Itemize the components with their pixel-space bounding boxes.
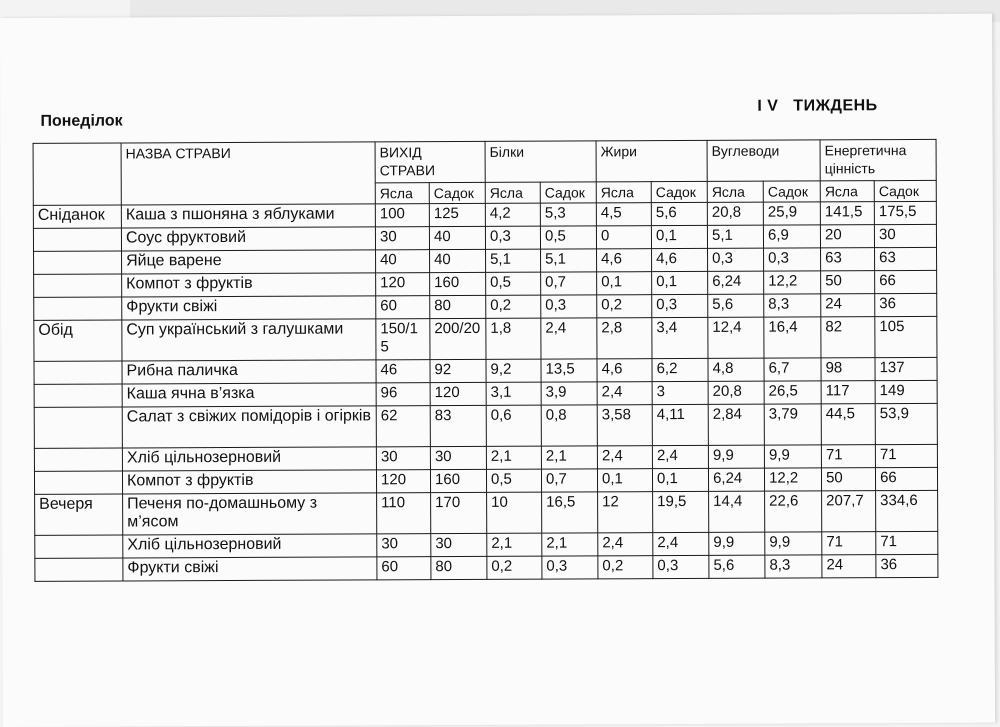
value-cell: 207,7	[822, 491, 876, 532]
value-cell: 30	[431, 533, 487, 556]
value-cell: 66	[875, 270, 937, 293]
value-cell: 160	[430, 469, 486, 492]
subheader-kindergarten: Садок	[874, 180, 936, 201]
value-cell: 0,5	[540, 226, 596, 249]
value-cell: 2,4	[653, 532, 709, 555]
value-cell: 14,4	[709, 491, 765, 532]
table-row	[35, 490, 938, 535]
value-cell: 0,5	[486, 469, 541, 492]
value-cell: 0,3	[764, 248, 821, 271]
value-cell: 3	[652, 381, 708, 404]
value-cell: 3,4	[652, 317, 708, 358]
value-cell: 2,8	[597, 318, 652, 359]
value-cell: 0,2	[486, 295, 541, 318]
dish-name-cell: Суп український з галушками	[122, 319, 376, 361]
value-cell: 170	[431, 492, 487, 533]
subheader-kindergarten: Садок	[540, 182, 596, 203]
dish-name-cell: Фрукти свіжі	[122, 296, 376, 320]
document-page	[0, 14, 995, 727]
value-cell: 0,2	[487, 556, 542, 579]
value-cell: 4,11	[652, 404, 708, 445]
value-cell: 46	[376, 360, 430, 383]
value-cell: 4,6	[597, 249, 652, 272]
value-cell: 6,24	[709, 468, 765, 491]
value-cell: 4,8	[708, 358, 764, 381]
value-cell: 150/15	[376, 319, 430, 360]
day-title: Понеділок	[40, 112, 123, 130]
value-cell: 20	[820, 225, 874, 248]
value-cell: 0,3	[485, 226, 540, 249]
dish-name-cell: Печеня по-домашньому з м’ясом	[123, 493, 377, 535]
value-cell: 4,6	[652, 248, 708, 271]
value-cell: 50	[821, 271, 875, 294]
subheader-kindergarten: Садок	[763, 181, 820, 202]
value-cell: 24	[821, 294, 875, 317]
value-cell: 22,6	[765, 491, 822, 532]
value-cell: 105	[875, 316, 937, 357]
value-cell: 71	[822, 532, 876, 555]
value-cell: 100	[375, 204, 429, 227]
value-cell: 141,5	[820, 202, 874, 225]
table-row	[34, 316, 937, 361]
value-cell: 30	[430, 446, 486, 469]
value-cell: 62	[376, 406, 430, 447]
value-cell: 12,4	[708, 317, 764, 358]
value-cell: 20,8	[707, 202, 763, 225]
value-cell: 6,7	[764, 358, 821, 381]
value-cell: 92	[430, 359, 486, 382]
subheader-nursery: Ясла	[485, 182, 540, 203]
value-cell: 3,9	[541, 382, 597, 405]
value-cell: 2,4	[541, 318, 597, 359]
week-title: I V ТИЖДЕНЬ	[757, 97, 878, 115]
dish-name-header: НАЗВА СТРАВИ	[121, 142, 375, 205]
subheader-nursery: Ясла	[596, 182, 651, 203]
value-cell: 0,1	[597, 469, 652, 492]
value-cell: 71	[876, 531, 938, 554]
value-cell: 0,7	[541, 272, 597, 295]
value-cell: 5,1	[707, 225, 763, 248]
value-cell: 2,1	[486, 446, 541, 469]
meal-cell: Вечеря	[35, 494, 123, 535]
value-cell: 149	[875, 380, 937, 403]
value-cell: 0,3	[652, 294, 708, 317]
value-cell: 6,9	[763, 225, 820, 248]
value-cell: 2,4	[597, 446, 652, 469]
dish-name-cell: Соус фруктовий	[121, 227, 375, 251]
value-cell: 1,8	[486, 318, 541, 359]
value-cell: 3,58	[597, 405, 652, 446]
value-cell: 30	[377, 534, 431, 557]
value-cell: 110	[377, 493, 431, 534]
value-cell: 117	[821, 381, 875, 404]
meal-cell	[35, 535, 123, 558]
value-cell: 30	[874, 224, 936, 247]
value-cell: 9,9	[709, 532, 765, 555]
value-cell: 40	[376, 250, 430, 273]
value-cell: 36	[875, 293, 937, 316]
table-row	[34, 403, 937, 448]
value-cell: 60	[377, 557, 431, 580]
dish-name-cell: Компот з фруктів	[122, 273, 376, 297]
value-cell: 2,1	[542, 533, 598, 556]
value-cell: 80	[431, 556, 487, 579]
value-cell: 40	[430, 249, 486, 272]
value-cell: 8,3	[765, 555, 822, 578]
value-cell: 9,9	[708, 445, 764, 468]
meal-cell: Сніданок	[33, 205, 121, 228]
subheader-nursery: Ясла	[375, 183, 429, 204]
meal-cell	[34, 361, 122, 384]
subheader-nursery: Ясла	[707, 181, 763, 202]
value-cell: 2,4	[597, 382, 652, 405]
value-cell: 3,1	[486, 382, 541, 405]
value-cell: 53,9	[875, 403, 937, 444]
value-cell: 2,84	[708, 404, 764, 445]
value-cell: 36	[876, 554, 938, 577]
value-cell: 82	[821, 317, 875, 358]
meal-cell	[34, 384, 122, 407]
value-cell: 2,1	[541, 446, 597, 469]
value-cell: 10	[487, 492, 542, 533]
value-cell: 40	[429, 226, 485, 249]
value-cell: 50	[822, 468, 876, 491]
value-cell: 26,5	[764, 381, 821, 404]
value-cell: 98	[821, 358, 875, 381]
value-cell: 0,8	[541, 405, 597, 446]
carbs-header: Вуглеводи	[707, 140, 820, 181]
value-cell: 0,1	[597, 272, 652, 295]
value-cell: 0,5	[486, 272, 541, 295]
meal-cell	[34, 251, 122, 274]
value-cell: 0,1	[652, 271, 708, 294]
subheader-nursery: Ясла	[820, 181, 874, 202]
value-cell: 120	[430, 382, 486, 405]
value-cell: 6,24	[708, 271, 764, 294]
value-cell: 0,2	[598, 556, 653, 579]
meal-cell	[34, 448, 122, 471]
fats-header: Жири	[596, 140, 707, 181]
value-cell: 0,3	[541, 295, 597, 318]
meal-cell	[34, 274, 122, 297]
value-cell: 9,9	[765, 532, 822, 555]
value-cell: 24	[822, 555, 876, 578]
value-cell: 5,1	[541, 249, 597, 272]
value-cell: 4,5	[596, 203, 651, 226]
value-cell: 2,1	[487, 533, 542, 556]
meal-cell	[33, 228, 121, 251]
meal-cell	[35, 558, 123, 581]
value-cell: 4,2	[485, 203, 540, 226]
value-cell: 63	[875, 247, 937, 270]
value-cell: 5,6	[708, 294, 764, 317]
subheader-kindergarten: Садок	[429, 182, 485, 203]
meal-cell	[34, 297, 122, 320]
value-cell: 0,3	[653, 555, 709, 578]
subheader-kindergarten: Садок	[651, 181, 707, 202]
value-cell: 160	[430, 272, 486, 295]
value-cell: 44,5	[821, 404, 875, 445]
value-cell: 13,5	[541, 359, 597, 382]
value-cell: 66	[876, 467, 938, 490]
value-cell: 9,2	[486, 359, 541, 382]
value-cell: 120	[376, 470, 430, 493]
value-cell: 16,5	[542, 492, 598, 533]
value-cell: 20,8	[708, 381, 764, 404]
value-cell: 9,9	[764, 445, 821, 468]
energy-header: Енергетична цінність	[820, 139, 936, 181]
dish-name-cell: Компот з фруктів	[122, 470, 376, 494]
value-cell: 0,1	[651, 225, 707, 248]
dish-name-cell: Хліб цільнозерновий	[123, 534, 377, 558]
proteins-header: Білки	[485, 141, 596, 182]
value-cell: 200/20	[430, 318, 486, 359]
dish-name-cell: Рибна паличка	[122, 360, 376, 384]
value-cell: 0	[596, 226, 651, 249]
value-cell: 5,6	[709, 555, 765, 578]
value-cell: 5,3	[540, 203, 596, 226]
value-cell: 137	[875, 357, 937, 380]
value-cell: 30	[376, 447, 430, 470]
value-cell: 6,2	[652, 358, 708, 381]
value-cell: 5,1	[486, 249, 541, 272]
value-cell: 334,6	[876, 490, 938, 531]
value-cell: 80	[430, 295, 486, 318]
value-cell: 175,5	[874, 201, 936, 224]
value-cell: 0,2	[597, 295, 652, 318]
value-cell: 125	[429, 203, 485, 226]
value-cell: 4,6	[597, 359, 652, 382]
yield-header: ВИХІД СТРАВИ	[375, 141, 485, 182]
value-cell: 30	[375, 227, 429, 250]
value-cell: 16,4	[764, 317, 821, 358]
dish-name-cell: Яйце варене	[122, 250, 376, 274]
value-cell: 12,2	[765, 468, 822, 491]
value-cell: 0,3	[708, 248, 764, 271]
meal-cell	[34, 407, 122, 448]
dish-name-cell: Хліб цільнозерновий	[122, 447, 376, 471]
value-cell: 63	[821, 248, 875, 271]
meal-cell: Обід	[34, 320, 122, 361]
table-row	[35, 554, 938, 581]
value-cell: 5,6	[651, 202, 707, 225]
value-cell: 0,7	[541, 469, 597, 492]
value-cell: 3,79	[764, 404, 821, 445]
dish-name-cell: Каша ячна в’язка	[122, 383, 376, 407]
value-cell: 12,2	[764, 271, 821, 294]
value-cell: 2,4	[598, 533, 653, 556]
value-cell: 120	[376, 273, 430, 296]
value-cell: 60	[376, 296, 430, 319]
dish-name-cell: Фрукти свіжі	[123, 557, 377, 581]
dish-name-cell: Салат з свіжих помідорів і огірків	[122, 406, 376, 448]
value-cell: 0,3	[542, 556, 598, 579]
value-cell: 71	[821, 445, 875, 468]
dish-name-cell: Каша з пшоняна з яблуками	[121, 204, 375, 228]
value-cell: 71	[875, 444, 937, 467]
meal-cell	[34, 471, 122, 494]
value-cell: 12	[598, 492, 653, 533]
value-cell: 8,3	[764, 294, 821, 317]
value-cell: 19,5	[653, 491, 709, 532]
value-cell: 2,4	[652, 445, 708, 468]
value-cell: 83	[430, 405, 486, 446]
meal-header	[33, 143, 121, 205]
value-cell: 0,6	[486, 405, 541, 446]
value-cell: 25,9	[763, 202, 820, 225]
value-cell: 0,1	[652, 468, 708, 491]
menu-table	[33, 139, 939, 582]
value-cell: 96	[376, 383, 430, 406]
